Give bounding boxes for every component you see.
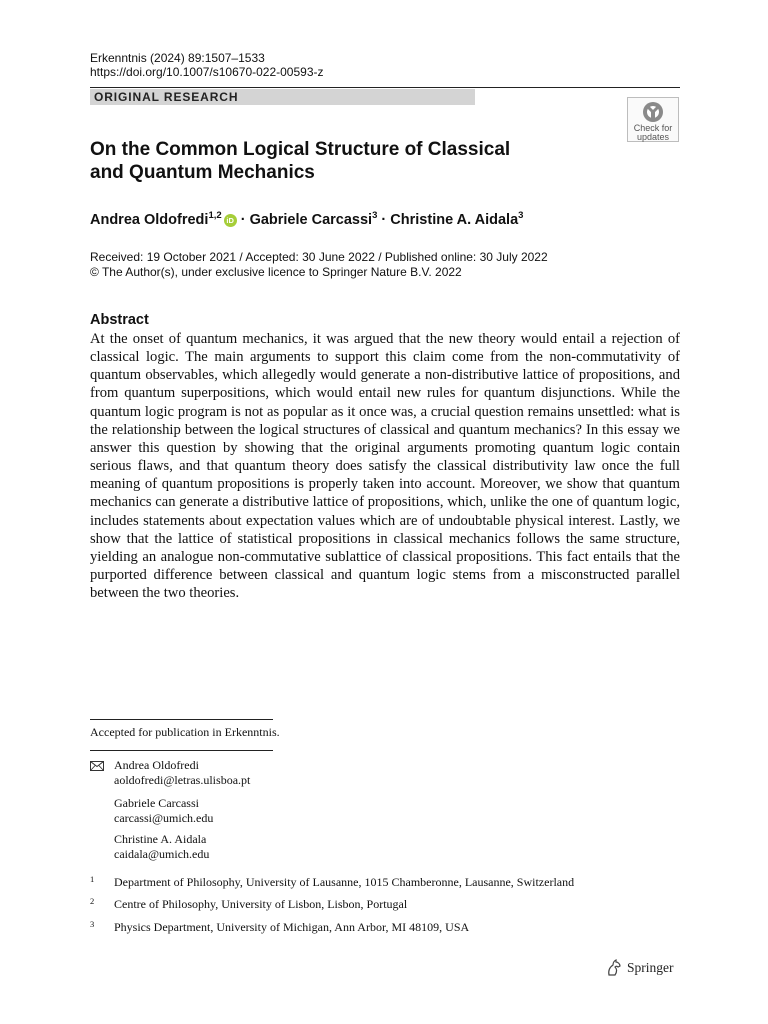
author-list (90, 206, 523, 230)
check-for-updates-icon (642, 101, 664, 123)
contact-email[interactable]: caidala@umich.edu (114, 847, 210, 861)
contact-entry (114, 758, 250, 788)
affiliation-number: 3 (90, 919, 95, 929)
contact-entry (114, 832, 209, 862)
header-rule (90, 87, 680, 88)
contact-email[interactable]: carcassi@umich.edu (114, 811, 214, 825)
author-name: Christine A. Aidala (390, 212, 519, 228)
publisher-name: Springer (627, 960, 674, 975)
affiliation-text: Physics Department, University of Michigan, Ann Arbor, MI 48109, USA (114, 920, 470, 934)
footnote-rule (90, 750, 273, 751)
affiliation-text: Centre of Philosophy, University of Lisbon, Lisbon, Portugal (114, 897, 408, 911)
author-separator: · (381, 212, 387, 228)
springer-horse-icon (605, 959, 623, 977)
check-for-updates-badge[interactable] (627, 97, 679, 142)
contact-name: Andrea Oldofredi (114, 758, 199, 772)
author-affiliation-marks: 3 (372, 210, 378, 221)
copyright-license: © The Author(s), under exclusive licence to Springer Nature B.V. 2022 (90, 265, 462, 279)
orcid-icon[interactable]: iD (224, 214, 237, 227)
footnote-rule (90, 719, 273, 720)
title-line-1: On the Common Logical Structure of Classical (90, 139, 511, 160)
journal-citation: Erkenntnis (2024) 89:1507–1533 (90, 51, 265, 65)
author-affiliation-marks: 3 (518, 210, 524, 221)
contact-email[interactable]: aoldofredi@letras.ulisboa.pt (114, 773, 251, 787)
acceptance-note: Accepted for publication in Erkenntnis. (90, 725, 280, 739)
author-name: Gabriele Carcassi (249, 212, 373, 228)
author-affiliation-marks: 1,2 (208, 210, 222, 221)
paper-title (90, 138, 610, 184)
publication-dates: Received: 19 October 2021 / Accepted: 30 June 2022 / Published online: 30 July 2022 (90, 250, 548, 264)
author-separator: · (240, 212, 246, 228)
abstract-text: At the onset of quantum mechanics, it was argued that the new theory would entail a rejection of classical logic. The main arguments to support this claim come from the non-commutativity of quantum observables, which allegedly would generate a non-distributive lattice of propositions, and from quantum superpositions, which would entail new rules for quantum disjunctions. While the quantum logic program is not as popular as it once was, a crucial question remains unsettled: what is the relationship between the logical structures of classical and quantum mechanics? In this essay we answer this question by showing that the original arguments promoting quantum logic contain serious flaws, and that quantum theory does satisfy the classical distributivity law once the full meaning of quantum propositions is properly taken into account. Moreover, we show that quantum mechanics can generate a distributive lattice of propositions, which, unlike the one of quantum logic, includes statements about expectation values which are of undoubtable physical interest. Lastly, we show that the lattice of statistical propositions in classical mechanics follows the same structure, yielding an analogue non-commutative sublattice of classical propositions. This fact entails that the purported difference between classical and quantum logic stems from a misconstructed parallel between the two theories. (90, 331, 680, 602)
envelope-icon (90, 761, 104, 771)
title-line-2: and Quantum Mechanics (90, 162, 315, 183)
abstract-heading: Abstract (90, 312, 149, 328)
publisher-logo (605, 958, 674, 978)
doi-link[interactable]: https://doi.org/10.1007/s10670-022-00593-z (90, 65, 324, 79)
affiliation-text: Department of Philosophy, University of Lausanne, 1015 Chamberonne, Lausanne, Switzerland (114, 875, 575, 889)
check-updates-line2: updates (636, 132, 670, 142)
author-name: Andrea Oldofredi (90, 212, 209, 228)
check-updates-line1: Check for (633, 123, 673, 133)
affiliation-number: 2 (90, 896, 95, 906)
contact-name: Gabriele Carcassi (114, 796, 199, 810)
affiliation-number: 1 (90, 874, 95, 884)
contact-name: Christine A. Aidala (114, 832, 207, 846)
contact-entry (114, 796, 213, 826)
section-label: ORIGINAL RESEARCH (90, 89, 475, 105)
